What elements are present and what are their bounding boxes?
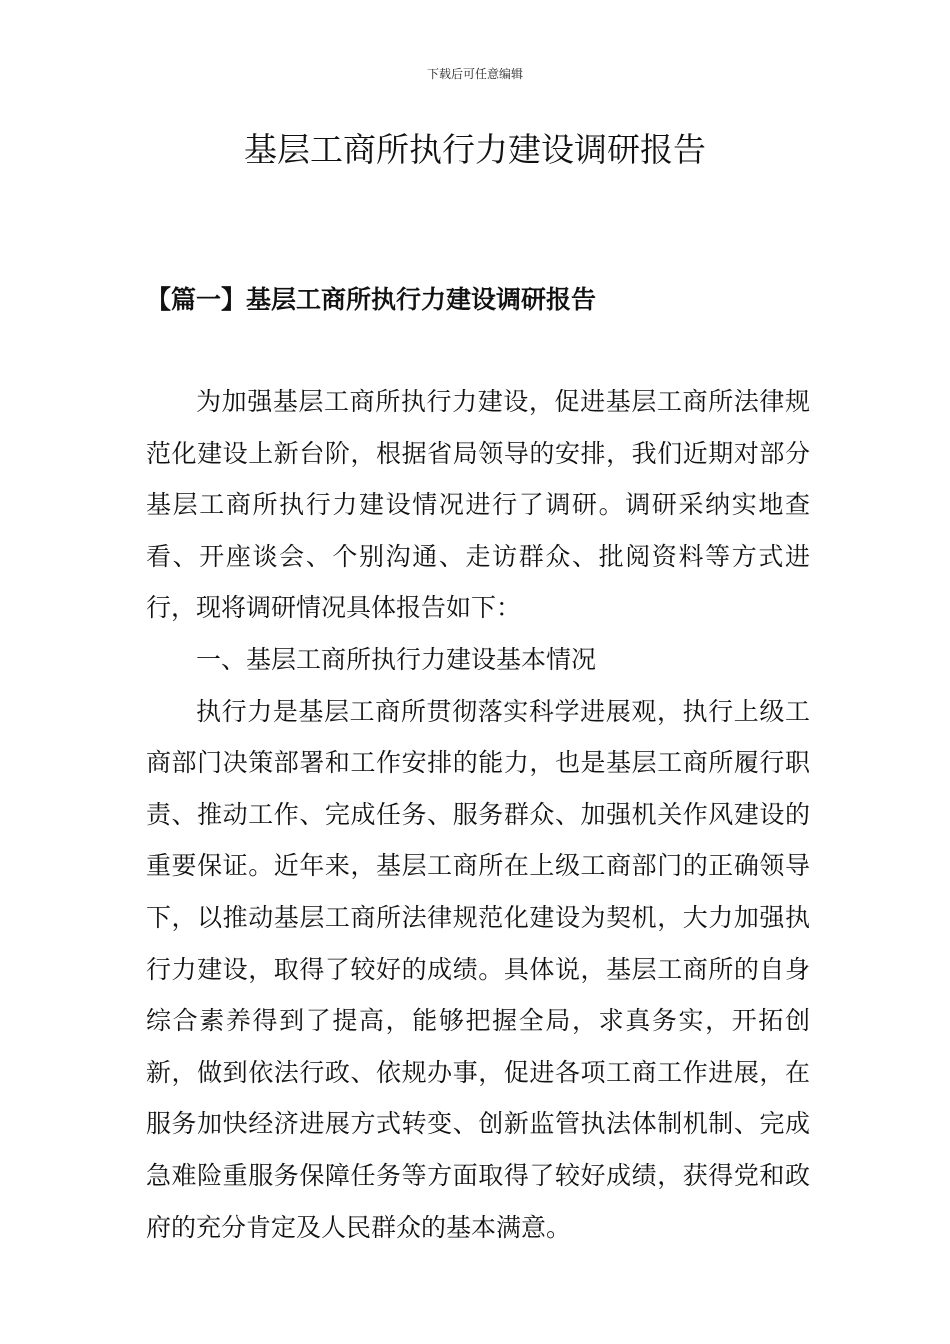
section-heading: 【篇一】基层工商所执行力建设调研报告: [146, 285, 597, 314]
document-title: 基层工商所执行力建设调研报告: [244, 130, 706, 169]
paragraph-execution-capability: 执行力是基层工商所贯彻落实科学进展观，执行上级工商部门决策部署和工作安排的能力，也是基层工商所履行职责、推动工作、完成任务、服务群众、加强机关作风建设的重要保证。近年来，基层工商所在上级工商部门的正确领导下，以推动基层工商所法律规范化建设为契机，大力加强执行力建设，取得了较好的成绩。具体说，基层工商所的自身综合素养得到了提高，能够把握全局，求真务实，开拓创新，做到依法行政、依规办事，促进各项工商工作进展，在服务加快经济进展方式转变、创新监管执法体制机制、完成急难险重服务保障任务等方面取得了较好成绩，获得党和政府的充分肯定及人民群众的基本满意。: [146, 696, 810, 1242]
header-note: 下载后可任意编辑: [426, 67, 523, 81]
subheading-basic-situation: 一、基层工商所执行力建设基本情况: [196, 644, 597, 674]
paragraph-intro: 为加强基层工商所执行力建设，促进基层工商所法律规范化建设上新台阶，根据省局领导的安排，我们近期对部分基层工商所执行力建设情况进行了调研。调研采纳实地查看、开座谈会、个别沟通、走访群众、批阅资料等方式进行，现将调研情况具体报告如下：: [146, 387, 810, 623]
body-text: [146, 376, 810, 1253]
